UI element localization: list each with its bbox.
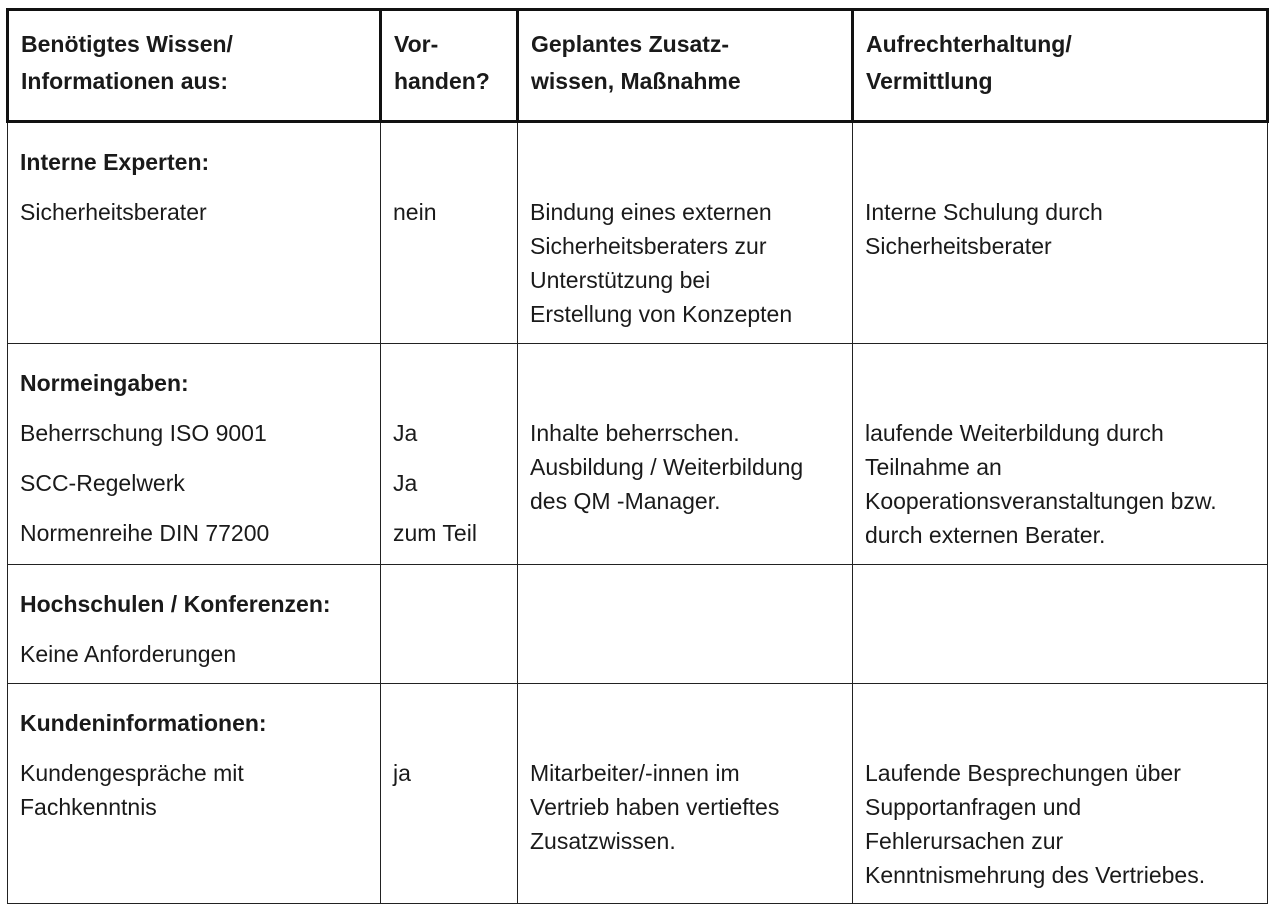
item: Normenreihe DIN 77200 [20, 520, 270, 546]
header-available: Vor- handen? [381, 10, 518, 122]
cell-knowledge [8, 684, 381, 904]
cell-measure: Bindung eines externen Sicherheitsberaters zur Unterstützung bei Erstellung von Konzepten [518, 122, 853, 344]
item: Beherrschung ISO 9001 [20, 420, 267, 446]
item: Sicherheitsberater [20, 199, 207, 225]
knowledge-table [6, 8, 1269, 904]
item: Keine Anforderungen [20, 641, 237, 667]
table-row-universities [8, 565, 1268, 684]
table-row-standards [8, 344, 1268, 565]
item: Fachkenntnis [20, 794, 157, 820]
cell-knowledge [8, 344, 381, 565]
cell-knowledge [8, 122, 381, 344]
cell-maintenance: Interne Schulung durch Sicherheitsberater [853, 122, 1268, 344]
item: Kundengespräche mit [20, 760, 244, 786]
table-row-customer-info [8, 684, 1268, 904]
cell-maintenance: Laufende Besprechungen über Supportanfragen und Fehlerursachen zur Kenntnismehrung des Vertriebes. [853, 684, 1268, 904]
cell-measure [518, 565, 853, 684]
header-maintenance: Aufrechterhaltung/ Vermittlung [853, 10, 1268, 122]
cell-maintenance [853, 565, 1268, 684]
cell-measure: Inhalte beherrschen. Ausbildung / Weiterbildung des QM -Manager. [518, 344, 853, 565]
header-required-knowledge: Benötigtes Wissen/ Informationen aus: [8, 10, 381, 122]
header-planned-measure: Geplantes Zusatz- wissen, Maßnahme [518, 10, 853, 122]
item: SCC-Regelwerk [20, 470, 185, 496]
header-row [8, 10, 1268, 122]
cell-measure: Mitarbeiter/-innen im Vertrieb haben vertieftes Zusatzwissen. [518, 684, 853, 904]
section-title: Kundeninformationen: [20, 710, 267, 736]
table-row-internal-experts [8, 122, 1268, 344]
cell-knowledge [8, 565, 381, 684]
cell-available: ja [381, 684, 518, 904]
section-title: Hochschulen / Konferenzen: [20, 591, 331, 617]
cell-available: Ja Ja zum Teil [381, 344, 518, 565]
cell-maintenance: laufende Weiterbildung durch Teilnahme an Kooperationsveranstaltungen bzw. durch externen Berater. [853, 344, 1268, 565]
section-title: Normeingaben: [20, 370, 189, 396]
cell-available [381, 565, 518, 684]
cell-available: nein [381, 122, 518, 344]
section-title: Interne Experten: [20, 149, 210, 175]
